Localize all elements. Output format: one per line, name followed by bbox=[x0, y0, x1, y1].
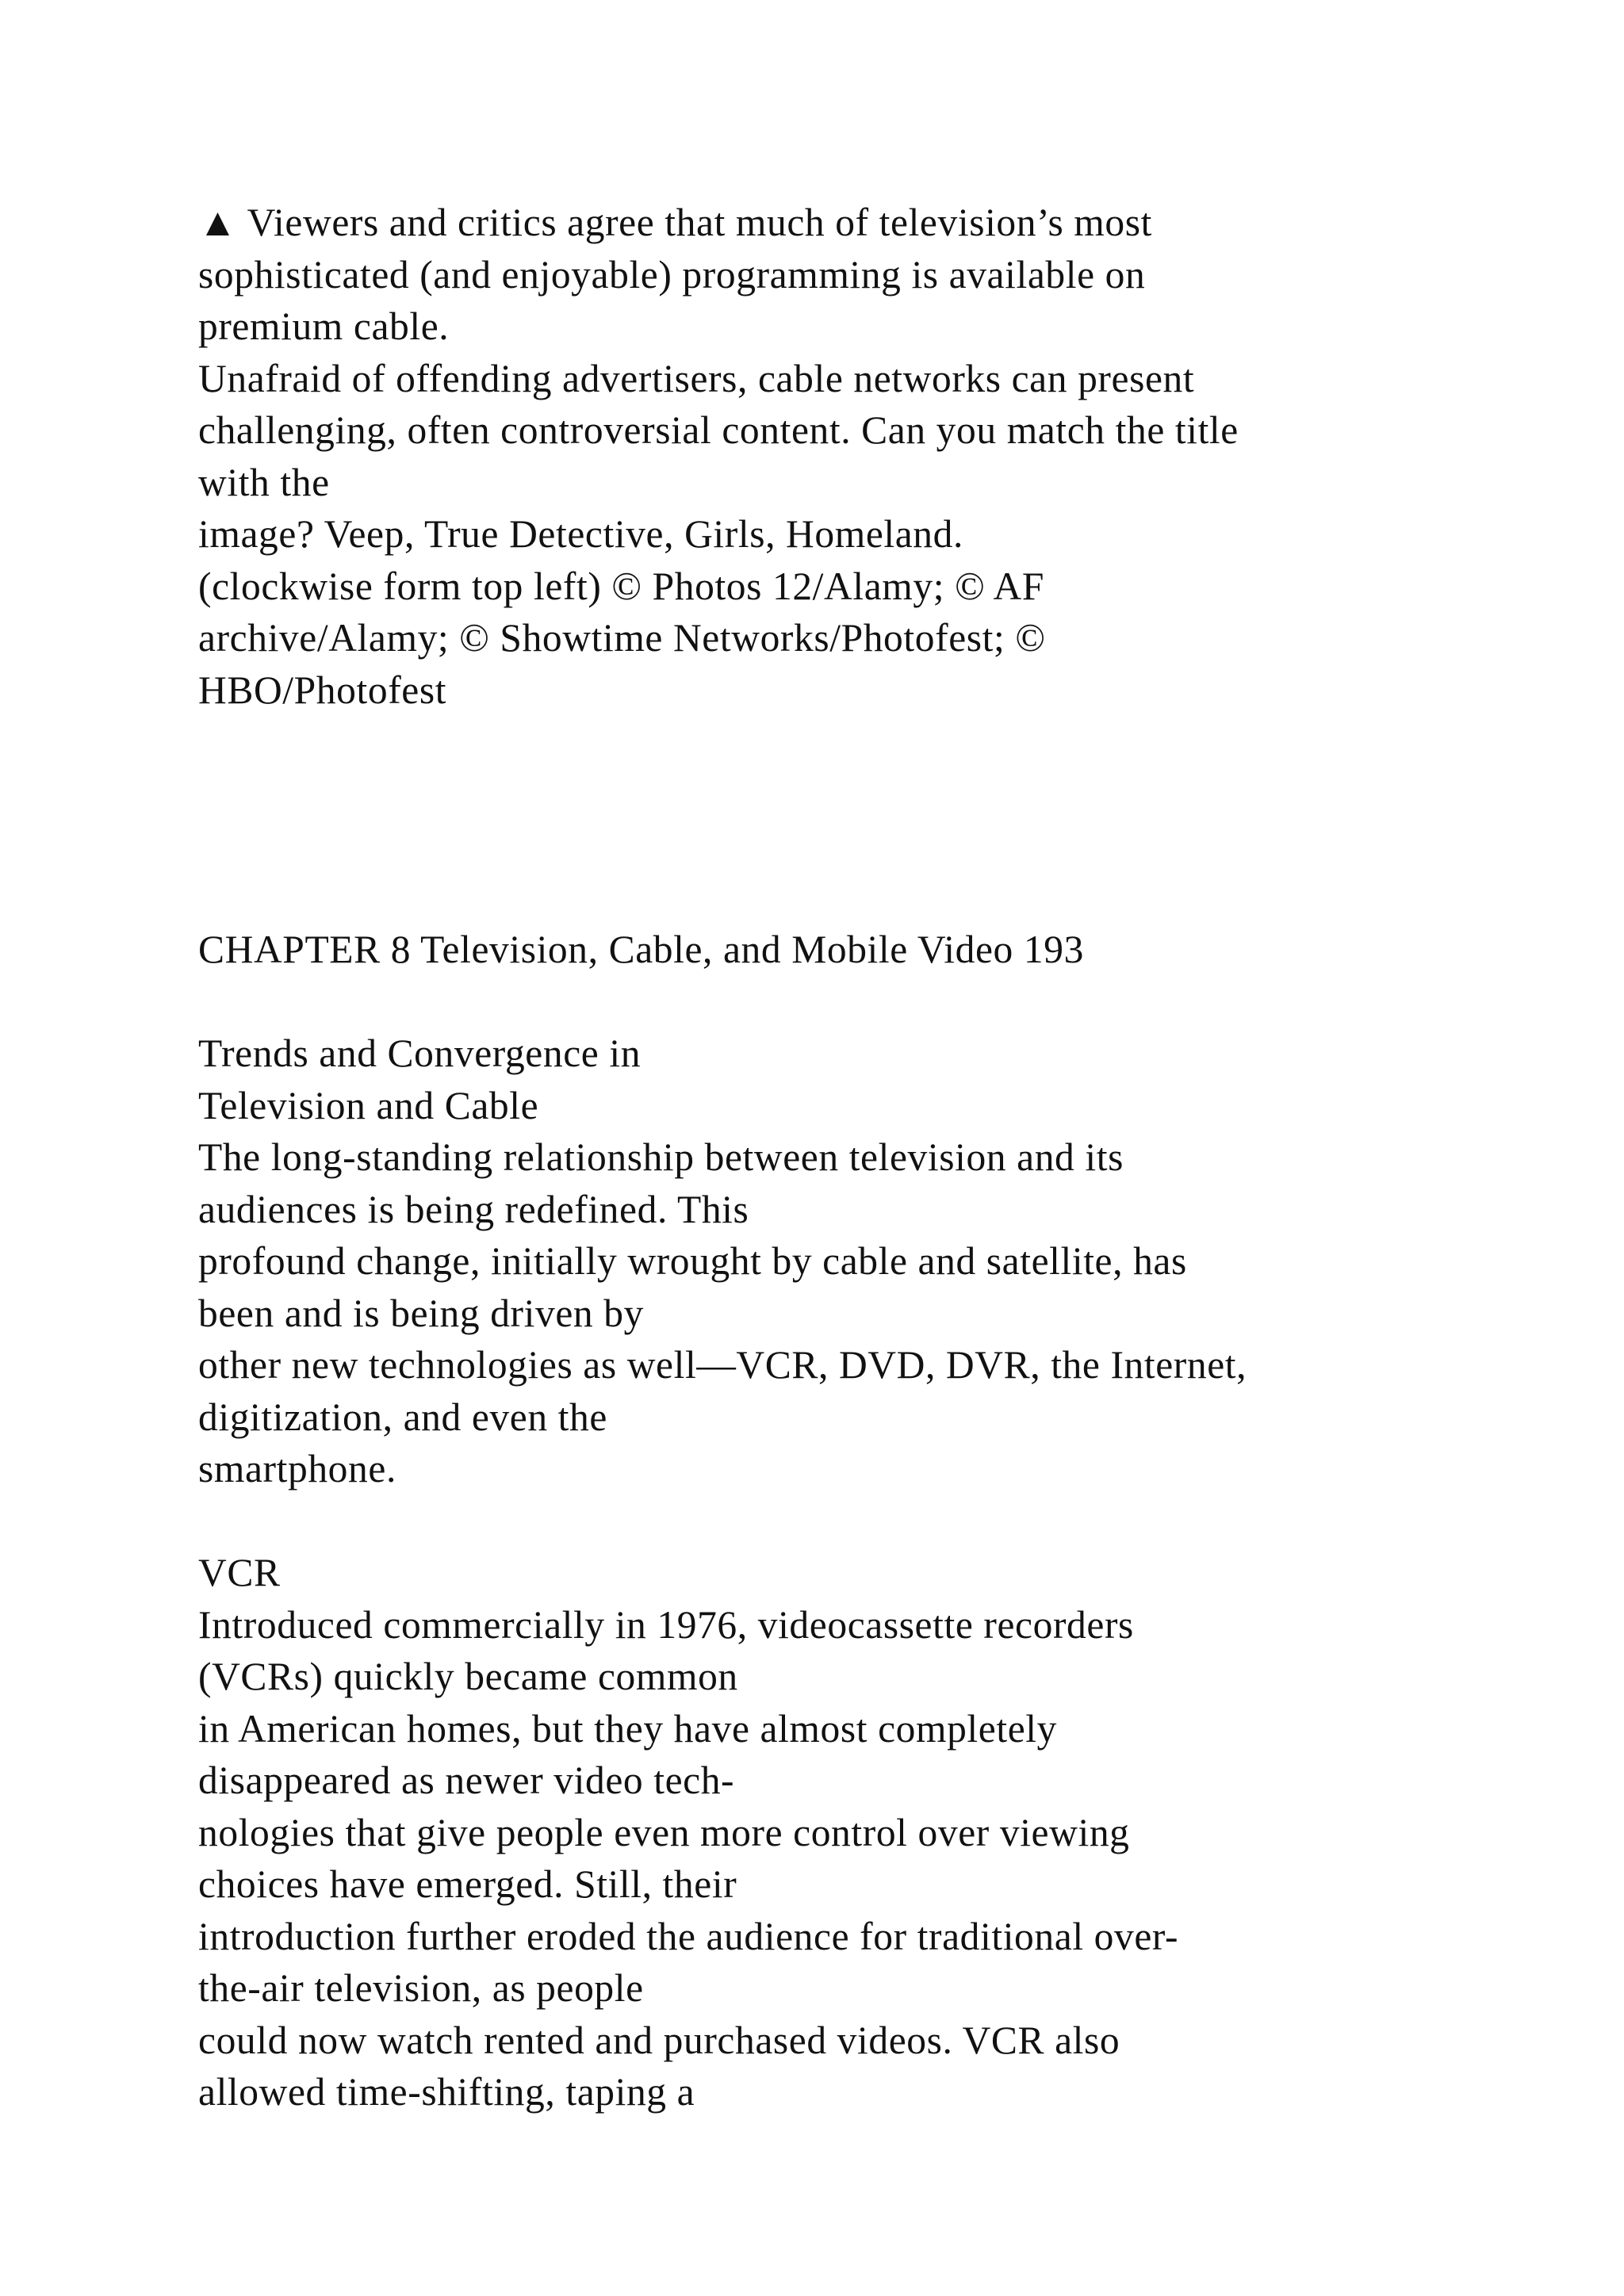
body-line: audiences is being redefined. This bbox=[198, 1187, 749, 1231]
body-line: smartphone. bbox=[198, 1447, 396, 1490]
body-line: profound change, initially wrought by cable and satellite, has bbox=[198, 1239, 1187, 1283]
caption-line: sophisticated (and enjoyable) programming is available on bbox=[198, 252, 1146, 297]
running-head: CHAPTER 8 Television, Cable, and Mobile Video 193 bbox=[198, 928, 1084, 971]
caption-line: with the bbox=[198, 460, 330, 504]
body-line: choices have emerged. Still, their bbox=[198, 1862, 737, 1906]
body-line: (VCRs) quickly became common bbox=[198, 1655, 738, 1698]
body-line: The long-standing relationship between television and its bbox=[198, 1135, 1124, 1179]
caption-line: Unafraid of offending advertisers, cable networks can present bbox=[198, 356, 1195, 400]
caption-credit-line: archive/Alamy; © Showtime Networks/Photofest; © bbox=[198, 616, 1046, 660]
body-line: nologies that give people even more control over viewing bbox=[198, 1810, 1130, 1854]
body-line: been and is being driven by bbox=[198, 1291, 644, 1335]
body-line: in American homes, but they have almost completely bbox=[198, 1706, 1057, 1751]
section-heading: Television and Cable bbox=[198, 1083, 539, 1127]
caption-credit-line: (clockwise form top left) © Photos 12/Alamy; © AF bbox=[198, 564, 1045, 608]
body-line: Introduced commercially in 1976, videocassette recorders bbox=[198, 1602, 1134, 1647]
caption-credit-line: HBO/Photofest bbox=[198, 668, 447, 712]
document-page bbox=[198, 197, 1546, 2118]
subsection-vcr bbox=[198, 1547, 1546, 2118]
spacer bbox=[198, 976, 1546, 1028]
spacer bbox=[198, 716, 1546, 924]
section-heading: Trends and Convergence in bbox=[198, 1031, 642, 1075]
body-line: digitization, and even the bbox=[198, 1395, 607, 1439]
body-line: other new technologies as well—VCR, DVD, DVR, the Internet, bbox=[198, 1343, 1247, 1387]
body-line: disappeared as newer video tech- bbox=[198, 1758, 735, 1802]
caption-line: premium cable. bbox=[198, 304, 450, 348]
body-line: the-air television, as people bbox=[198, 1966, 644, 2010]
section-trends bbox=[198, 1027, 1546, 1495]
spacer bbox=[198, 1495, 1546, 1548]
body-line: introduction further eroded the audience for traditional over- bbox=[198, 1914, 1179, 1958]
photo-caption bbox=[198, 197, 1546, 716]
body-line: allowed time-shifting, taping a bbox=[198, 2070, 695, 2114]
caption-line: ▲ Viewers and critics agree that much of television’s most bbox=[198, 201, 1152, 244]
subsection-heading: VCR bbox=[198, 1551, 281, 1594]
caption-line: challenging, often controversial content. Can you match the title bbox=[198, 408, 1239, 452]
caption-line: image? Veep, True Detective, Girls, Homeland. bbox=[198, 512, 963, 556]
body-line: could now watch rented and purchased videos. VCR also bbox=[198, 2018, 1120, 2062]
